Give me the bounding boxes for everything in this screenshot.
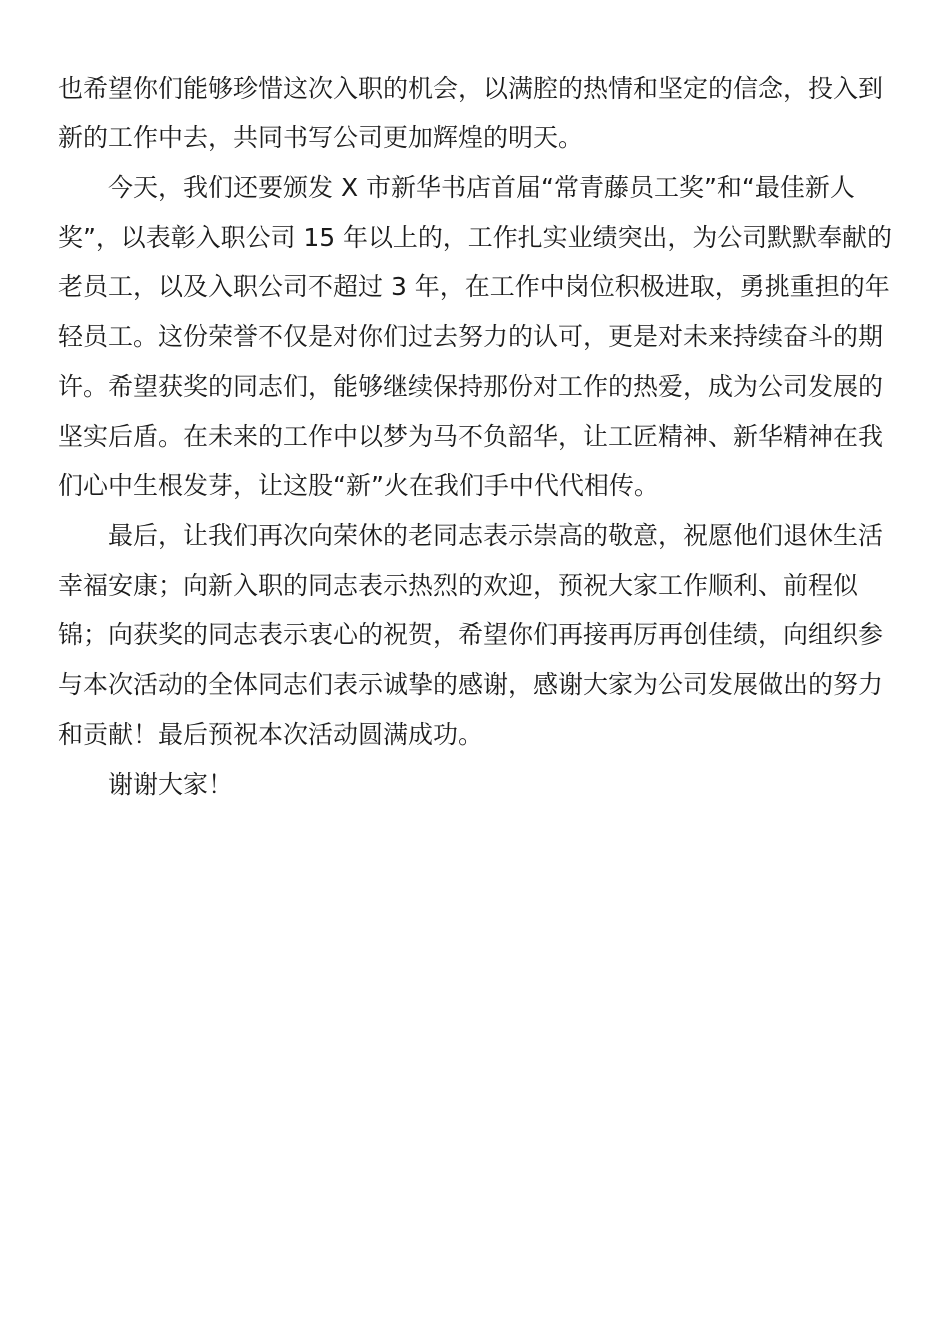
text-line-content: 幸福安康；向新入职的同志表示热烈的欢迎，预祝大家工作顺利、前程似 bbox=[58, 571, 859, 600]
text-line bbox=[0, 64, 950, 114]
text-line bbox=[0, 561, 950, 611]
paragraph-first-line bbox=[0, 511, 950, 561]
text-line bbox=[0, 262, 950, 312]
text-line-content: 和贡献！最后预祝本次活动圆满成功。 bbox=[58, 720, 484, 749]
text-line-content: 锦；向获奖的同志表示衷心的祝贺，希望你们再接再厉再创佳绩，向组织参 bbox=[58, 620, 884, 649]
text-line bbox=[0, 362, 950, 412]
text-line-content: 谢谢大家！ bbox=[108, 770, 234, 799]
text-line-content: 也希望你们能够珍惜这次入职的机会，以满腔的热情和坚定的信念，投入到 bbox=[58, 74, 884, 103]
text-line bbox=[0, 610, 950, 660]
text-line-content: 许。希望获奖的同志们，能够继续保持那份对工作的热爱，成为公司发展的 bbox=[58, 372, 884, 401]
paragraph-first-line bbox=[0, 163, 950, 213]
text-line-content: 们心中生根发芽，让这股“新”火在我们手中代代相传。 bbox=[58, 471, 659, 500]
closing-line bbox=[0, 760, 950, 810]
text-line bbox=[0, 660, 950, 710]
text-line-content: 奖”，以表彰入职公司 15 年以上的，工作扎实业绩突出，为公司默默奉献的 bbox=[58, 223, 892, 252]
text-line bbox=[0, 213, 950, 263]
text-line-content: 轻员工。这份荣誉不仅是对你们过去努力的认可，更是对未来持续奋斗的期 bbox=[58, 322, 884, 351]
text-line-content: 最后，让我们再次向荣休的老同志表示崇高的敬意，祝愿他们退休生活 bbox=[108, 521, 884, 550]
text-line bbox=[0, 461, 950, 511]
text-line bbox=[0, 412, 950, 462]
text-line-content: 坚实后盾。在未来的工作中以梦为马不负韶华，让工匠精神、新华精神在我 bbox=[58, 422, 884, 451]
text-line-content: 老员工，以及入职公司不超过 3 年，在工作中岗位积极进取，勇挑重担的年 bbox=[58, 272, 890, 301]
text-line bbox=[0, 312, 950, 362]
text-line-content: 新的工作中去，共同书写公司更加辉煌的明天。 bbox=[58, 123, 584, 152]
text-line bbox=[0, 113, 950, 163]
text-line-content: 与本次活动的全体同志们表示诚挚的感谢，感谢大家为公司发展做出的努力 bbox=[58, 670, 884, 699]
text-line bbox=[0, 710, 950, 760]
text-line-content: 今天，我们还要颁发 X 市新华书店首届“常青藤员工奖”和“最佳新人 bbox=[108, 173, 855, 202]
